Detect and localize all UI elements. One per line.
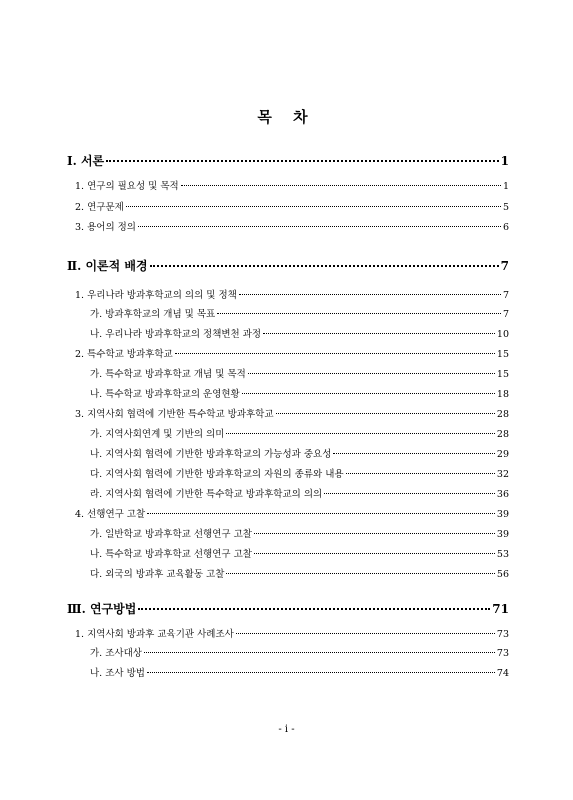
toc-entry-label: 라. 지역사회 협력에 기반한 특수학교 방과후학교의 의의 [90, 489, 323, 500]
toc-entry-label: 나. 조사 방법 [90, 668, 145, 679]
dot-leader [324, 493, 495, 494]
toc-page-number: 39 [496, 529, 509, 540]
toc-entry-label: 가. 조사대상 [90, 648, 142, 659]
toc-entry-label: 나. 특수학교 방과후학교의 운영현황 [90, 389, 240, 400]
toc-chapter-label: Ⅲ. 연구방법 [67, 602, 137, 616]
dot-leader [175, 353, 495, 354]
toc-page-number: 36 [496, 489, 509, 500]
toc-entry[interactable] [90, 306, 509, 320]
toc-entry-label: 가. 방과후학교의 개념 및 목표 [90, 309, 216, 320]
toc-entry[interactable] [90, 426, 509, 440]
dot-leader [346, 473, 495, 474]
toc-page-number: 28 [496, 409, 509, 420]
toc-page-number: 28 [496, 429, 509, 440]
toc-entry-label: 가. 일반학교 방과후학교 선행연구 고찰 [90, 529, 252, 540]
dot-leader [144, 652, 495, 653]
toc-entry-label: 3. 용어의 정의 [75, 222, 136, 233]
dot-leader [150, 265, 499, 267]
toc-entry-label: 1. 지역사회 방과후 교육기관 사례조사 [75, 629, 234, 640]
toc-entry-label: 4. 선행연구 고찰 [75, 509, 146, 520]
toc-entry-label: 나. 특수학교 방과후학교 선행연구 고찰 [90, 549, 252, 560]
dot-leader [248, 373, 495, 374]
toc-entry[interactable] [90, 665, 509, 679]
dot-leader [226, 573, 495, 574]
dot-leader [147, 672, 495, 673]
toc-page-number: 18 [496, 389, 509, 400]
toc-entry-label: 나. 우리나라 방과후학교의 정책변천 과정 [90, 329, 262, 340]
dot-leader [333, 453, 495, 454]
toc-chapter[interactable] [67, 257, 509, 274]
toc-entry-label: 다. 지역사회 협력에 기반한 방과후학교의 자원의 종류와 내용 [90, 469, 344, 480]
dot-leader [126, 206, 501, 207]
page-footer-number: - i - [278, 724, 295, 735]
toc-page-number: 1 [502, 181, 509, 192]
dot-leader [226, 433, 495, 434]
dot-leader [254, 533, 495, 534]
toc-page-number: 15 [496, 349, 509, 360]
toc-entry[interactable] [90, 366, 509, 380]
toc-chapter-label: Ⅱ. 이론적 배경 [67, 259, 148, 273]
toc-page-number: 10 [496, 329, 509, 340]
toc-entry-label: 가. 특수학교 방과후학교 개념 및 목적 [90, 369, 246, 380]
toc-entry-label: 2. 연구문제 [75, 202, 124, 213]
dot-leader [138, 608, 490, 610]
toc-page-number: 15 [496, 369, 509, 380]
toc-chapter[interactable] [67, 152, 509, 169]
dot-leader [106, 160, 498, 162]
toc-entry[interactable] [90, 446, 509, 460]
toc-entry[interactable] [90, 546, 509, 560]
toc-entry-label: 나. 지역사회 협력에 기반한 방과후학교의 가능성과 중요성 [90, 449, 332, 460]
toc-entry[interactable] [90, 326, 509, 340]
toc-page-number: 56 [496, 569, 509, 580]
toc-entry[interactable] [90, 526, 509, 540]
toc-entry[interactable] [75, 626, 509, 640]
dot-leader [138, 226, 501, 227]
toc-entry-label: 가. 지역사회연계 및 기반의 의미 [90, 429, 225, 440]
toc-entry[interactable] [90, 645, 509, 659]
dot-leader [242, 393, 495, 394]
toc-entry[interactable] [90, 466, 509, 480]
toc-entry[interactable] [75, 178, 509, 192]
toc-entry-label: 1. 연구의 필요성 및 목적 [75, 181, 179, 192]
page-title: 목 차 [257, 108, 316, 126]
toc-page-number: 74 [496, 668, 509, 679]
toc-page-number: 53 [496, 549, 509, 560]
toc-page-number: 7 [500, 259, 509, 273]
toc-entry-label: 2. 특수학교 방과후학교 [75, 349, 173, 360]
dot-leader [217, 313, 501, 314]
dot-leader [263, 333, 495, 334]
toc-page-number: 6 [502, 222, 509, 233]
toc-entry[interactable] [90, 386, 509, 400]
toc-page-number: 71 [492, 602, 509, 616]
dot-leader [276, 413, 495, 414]
toc-page-number: 1 [500, 154, 509, 168]
toc-page-number: 7 [502, 309, 509, 320]
toc-entry[interactable] [75, 199, 509, 213]
toc-entry[interactable] [75, 346, 509, 360]
toc-entry-label: 1. 우리나라 방과후학교의 의의 및 정책 [75, 290, 237, 301]
toc-entry[interactable] [75, 287, 509, 301]
dot-leader [236, 633, 495, 634]
toc-entry[interactable] [75, 406, 509, 420]
toc-page-number: 5 [502, 202, 509, 213]
toc-page-number: 32 [496, 469, 509, 480]
dot-leader [181, 185, 501, 186]
dot-leader [239, 294, 501, 295]
dot-leader [147, 513, 495, 514]
toc-page-number: 73 [496, 629, 509, 640]
toc-page-number: 39 [496, 509, 509, 520]
toc-entry-label: 다. 외국의 방과후 교육활동 고찰 [90, 569, 225, 580]
toc-entry[interactable] [90, 486, 509, 500]
toc-page-number: 73 [496, 648, 509, 659]
toc-chapter[interactable] [67, 600, 509, 617]
toc-chapter-label: Ⅰ. 서론 [67, 154, 105, 168]
toc-entry[interactable] [75, 219, 509, 233]
dot-leader [254, 553, 495, 554]
toc-page-number: 7 [502, 290, 509, 301]
toc-entry[interactable] [75, 506, 509, 520]
toc-entry-label: 3. 지역사회 협력에 기반한 특수학교 방과후학교 [75, 409, 274, 420]
toc-page-number: 29 [496, 449, 509, 460]
toc-entry[interactable] [90, 566, 509, 580]
